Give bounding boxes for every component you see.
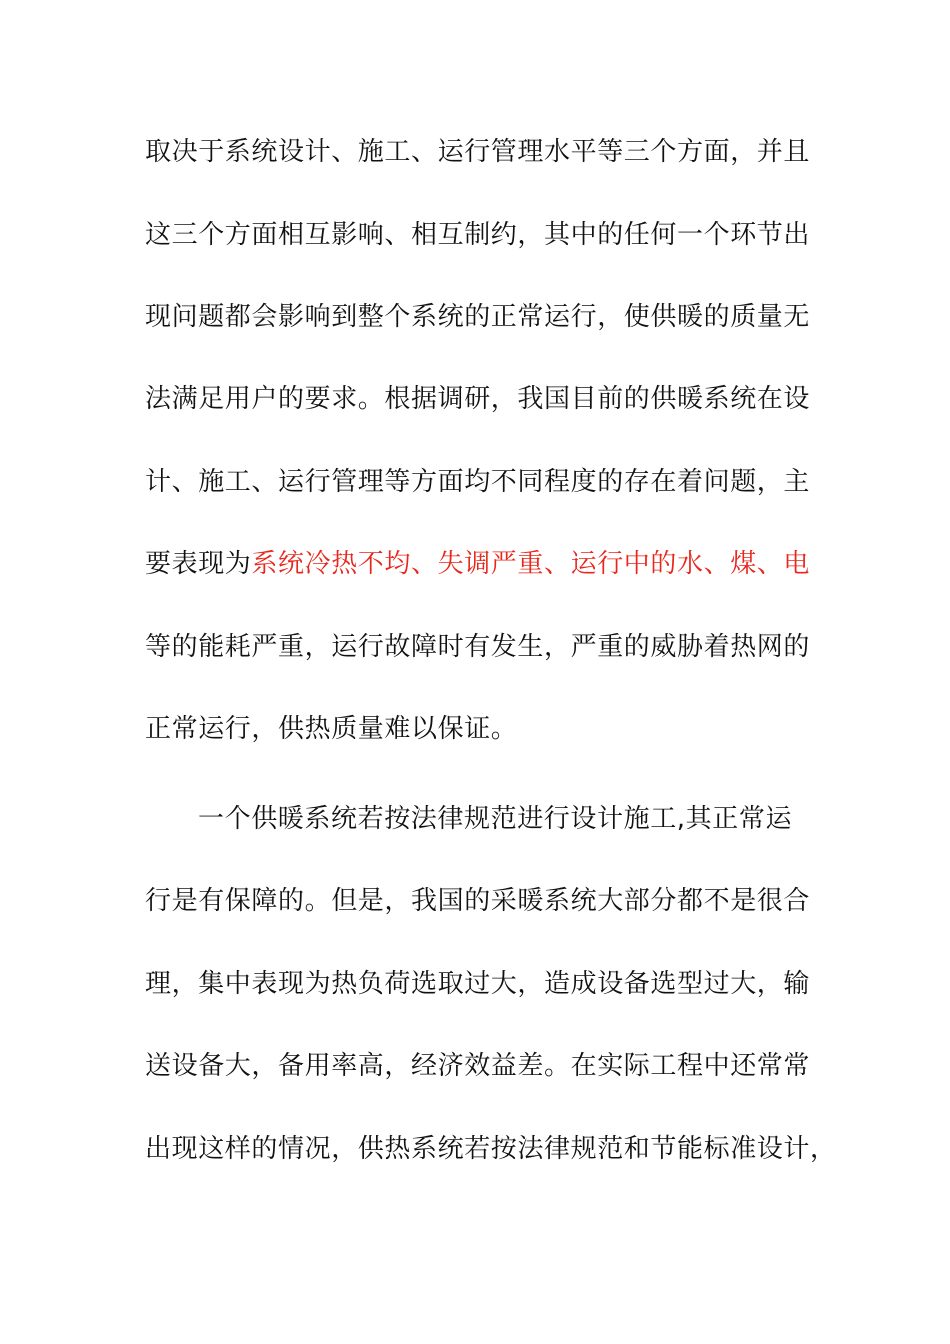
text-line: 计、施工、运行管理等方面均不同程度的存在着问题，主 [145,467,811,497]
text-line-with-highlight [145,544,815,584]
text-line: 正常运行，供热质量难以保证。 [145,714,518,744]
text-line: 等的能耗严重，运行故障时有发生，严重的威胁着热网的 [145,632,811,662]
text-line: 行是有保障的。但是，我国的采暖系统大部分都不是很合 [145,886,811,916]
text-line: 出现这样的情况，供热系统若按法律规范和节能标准设计， [145,1134,837,1164]
text-line: 法满足用户的要求。根据调研，我国目前的供暖系统在设 [145,384,811,414]
text-line: 这三个方面相互影响、相互制约，其中的任何一个环节出 [145,220,811,250]
text-line: 理，集中表现为热负荷选取过大，造成设备选型过大，输 [145,969,811,999]
text-line: 送设备大，备用率高，经济效益差。在实际工程中还常常 [145,1051,811,1081]
highlighted-text: 系统冷热不均、失调严重、运行中的水、煤、电 [251,549,811,579]
paragraph-first-line: 一个供暖系统若按法律规范进行设计施工,其正常运 [198,804,793,834]
text-run: 要表现为 [145,549,252,579]
text-line: 现问题都会影响到整个系统的正常运行，使供暖的质量无 [145,302,811,332]
text-line: 取决于系统设计、施工、运行管理水平等三个方面，并且 [145,137,811,167]
